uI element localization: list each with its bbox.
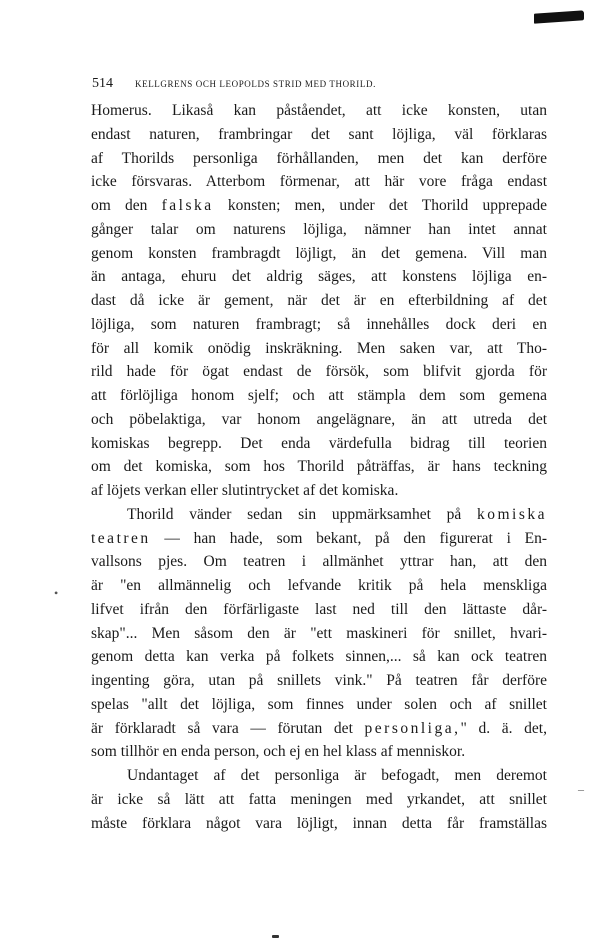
text-line: endast naturen, frambringar det sant löjliga, väl förklaras (91, 125, 547, 143)
text-line: af löjets verkan eller slutintrycket af det komiska. (91, 482, 399, 499)
text-line: lifvet ifrån den förfärligaste last ned till den lättaste dår- (91, 600, 547, 618)
spaced-emphasis: teatren (91, 529, 151, 547)
text-line: som tillhör en enda person, och ej en hel klass af menniskor. (91, 743, 466, 761)
text-segment: — han hade, som bekant, på den figurerat i En- (164, 529, 547, 547)
text-line: genom konsten frambragdt löjligt, än det gemena. Vill man (91, 244, 547, 262)
text-line (91, 194, 547, 218)
text-segment: " d. ä. det, (460, 719, 547, 737)
text-line: skap"... Men såsom den är "ett maskineri för snillet, hvari- (91, 624, 547, 642)
text-segment: Thorild vänder sedan sin uppmärksamhet på (127, 505, 462, 523)
spaced-emphasis: falska (161, 197, 214, 214)
text-segment: är förklaradt så vara — förutan det (91, 719, 353, 737)
text-line (91, 717, 547, 741)
text-line: om det komiska, som hos Thorild påträffas, är hans teckning (91, 458, 547, 476)
text-line: Undantaget af det personliga är befogadt, men deremot (127, 767, 547, 784)
text-line: är icke så lätt att fatta meningen med yrkandet, att snillet (91, 790, 547, 808)
running-head: KELLGRENS OCH LEOPOLDS STRID MED THORILD. (135, 79, 376, 89)
text-line: komiskas begrepp. Det enda värdefulla bidrag till teorien (91, 434, 547, 452)
text-line: rild hade för ögat endast de försök, som blifvit gjorda för (91, 363, 547, 381)
text-line: löjliga, som naturen frambragt; så innehålles dock deri en (91, 315, 547, 333)
text-line: ingenting göra, utan på snillets vink." På teatren får derföre (91, 672, 547, 689)
page-header (92, 74, 552, 92)
bottom-dot-mark (272, 935, 279, 938)
text-line: dast då icke är gement, när det är en efterbildning af det (91, 292, 547, 309)
text-line: än antaga, ehuru det aldrig säges, att konstens löjliga en- (91, 268, 547, 286)
text-line: genom detta kan verka på folkets sinnen,... så kan ock teatren (91, 648, 547, 666)
text-line: måste förklara något vara löjligt, innan detta får framställas (91, 814, 547, 832)
margin-mark-right: – (578, 782, 584, 796)
text-line: för all komik onödig inskräkning. Men saken var, att Tho- (91, 339, 547, 357)
text-line: är "en allmännelig och lefvande kritik på hela menskliga (91, 577, 547, 594)
text-segment: om den (91, 197, 148, 214)
text-line: och pöbelaktiga, var honom angelägnare, än att utreda det (91, 410, 547, 428)
margin-mark-left: • (54, 586, 59, 600)
page-number: 514 (92, 76, 113, 91)
text-line: spelas "allt det löjliga, som finnes under solen och af snillet (91, 695, 547, 713)
text-line: vallsons pjes. Om teatren i allmänhet yttrar han, att den (91, 553, 547, 571)
spaced-emphasis: personliga, (364, 719, 461, 737)
text-line: af Thorilds personliga förhållanden, men det kan derföre (91, 149, 547, 167)
body-text (91, 99, 547, 835)
text-line: icke försvaras. Atterbom förmenar, att här vore fråga endast (91, 173, 547, 191)
text-line (91, 527, 547, 551)
ink-blot-mark (534, 10, 584, 23)
text-line: att förlöjliga honom sjelf; och att stämpla dem som gemena (91, 387, 547, 404)
text-line (91, 503, 547, 527)
text-line: gånger talar om naturens löjliga, nämner han intet annat (91, 220, 547, 238)
text-line: Homerus. Likaså kan påståendet, att icke konsten, utan (91, 102, 547, 119)
text-segment: konsten; men, under det Thorild upprepade (227, 197, 548, 214)
spaced-emphasis: komiska (476, 505, 547, 523)
